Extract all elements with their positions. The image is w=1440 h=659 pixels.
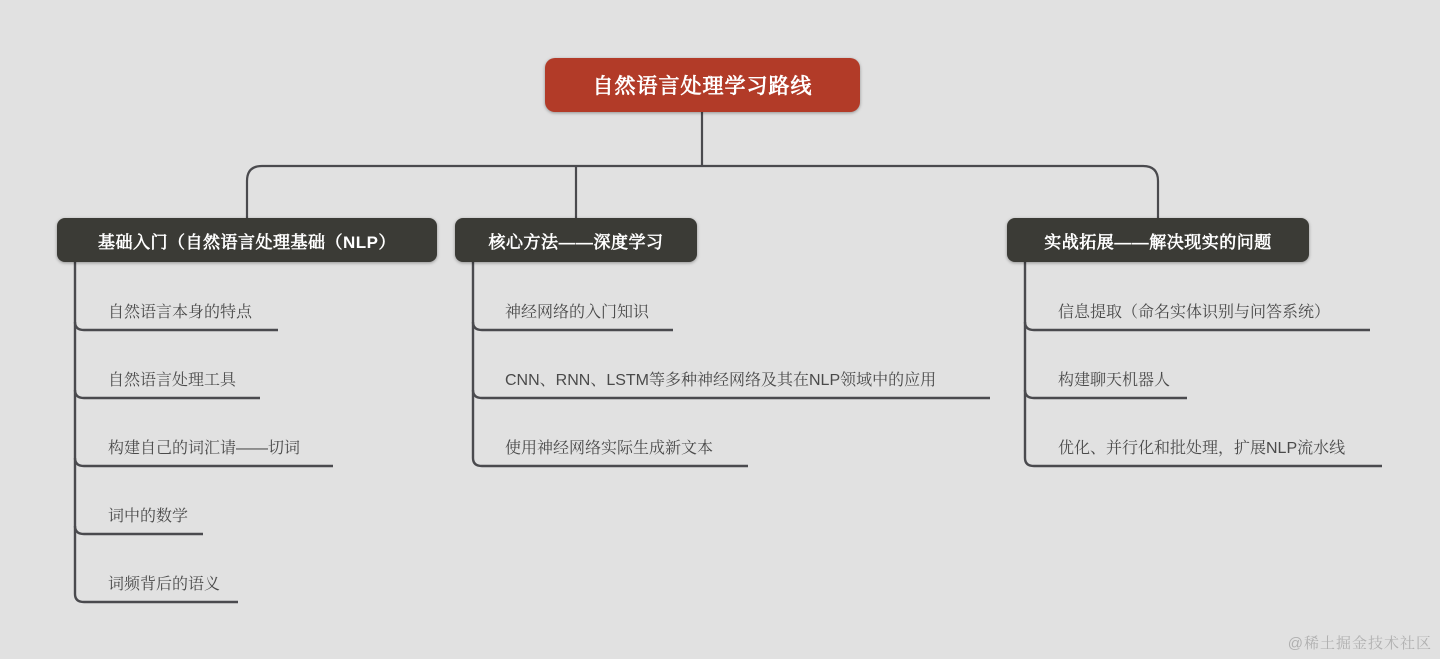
leaf-node[interactable]: 自然语言本身的特点 xyxy=(108,304,253,321)
leaf-node[interactable]: 构建聊天机器人 xyxy=(1058,372,1171,389)
leaf-node[interactable]: CNN、RNN、LSTM等多种神经网络及其在NLP领域中的应用 xyxy=(505,372,937,389)
root-node[interactable]: 自然语言处理学习路线 xyxy=(545,58,860,112)
leaf-node[interactable]: 神经网络的入门知识 xyxy=(505,304,650,321)
leaf-node[interactable]: 自然语言处理工具 xyxy=(108,372,237,389)
watermark: @稀土掘金技术社区 xyxy=(1287,635,1432,652)
branch-node-practice[interactable]: 实战拓展——解决现实的问题 xyxy=(1007,218,1309,262)
leaf-node[interactable]: 信息提取（命名实体识别与问答系统） xyxy=(1058,304,1331,321)
branch-node-basics[interactable]: 基础入门（自然语言处理基础（NLP） xyxy=(57,218,437,262)
branch-node-core-methods[interactable]: 核心方法——深度学习 xyxy=(455,218,697,262)
leaf-node[interactable]: 使用神经网络实际生成新文本 xyxy=(505,440,714,457)
leaf-node[interactable]: 构建自己的词汇请——切词 xyxy=(108,440,301,457)
leaf-node[interactable]: 优化、并行化和批处理，扩展NLP流水线 xyxy=(1058,440,1346,457)
connector-top-rail xyxy=(247,166,1158,218)
connector-branch2-trunk xyxy=(473,260,748,466)
leaf-node[interactable]: 词中的数学 xyxy=(108,508,189,525)
leaf-node[interactable]: 词频背后的语义 xyxy=(108,576,221,593)
connector-branch3-trunk xyxy=(1025,260,1382,466)
